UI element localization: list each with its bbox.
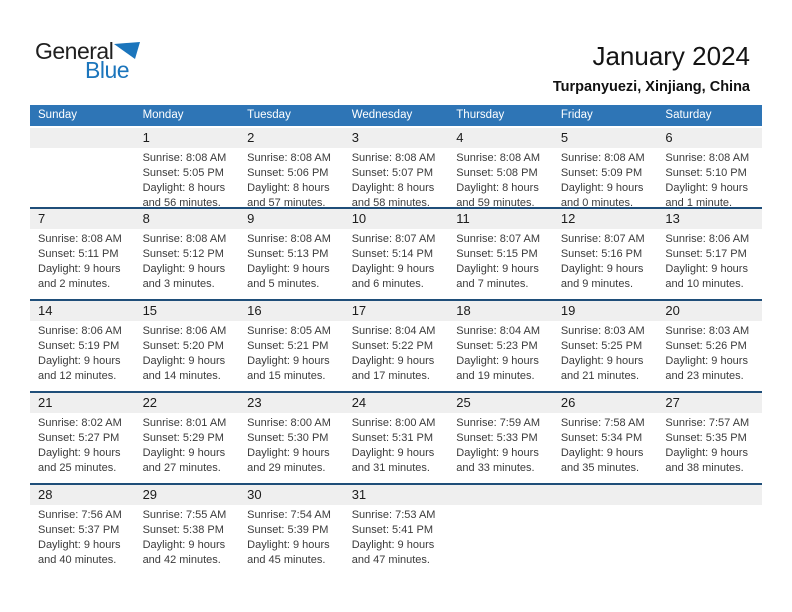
day-detail-line: and 3 minutes. [142,278,215,290]
day-detail-line: and 35 minutes. [560,462,640,474]
day-detail-line: Sunrise: 7:55 AM [142,509,227,521]
day-number: 9 [239,209,344,229]
day-cell-details [30,321,135,391]
weekday-header-friday: Friday [560,109,593,121]
day-detail-line: Sunrise: 8:06 AM [665,233,750,245]
day-detail-line: Sunrise: 8:04 AM [351,325,436,337]
day-number: 26 [553,393,658,413]
calendar-week-row [30,391,762,483]
day-detail-line: Daylight: 9 hours [247,355,330,367]
day-detail-line: Sunrise: 8:07 AM [456,233,541,245]
day-cell-details [135,148,240,211]
day-number: 27 [657,393,762,413]
day-detail-line: Daylight: 9 hours [247,539,330,551]
day-details-row [30,148,762,207]
day-number: 14 [30,301,135,321]
day-detail-line: and 5 minutes. [247,278,320,290]
day-detail-line: and 38 minutes. [665,462,744,474]
day-detail-line: and 29 minutes. [247,462,326,474]
day-detail-line: Sunset: 5:37 PM [38,524,120,536]
day-detail-line: and 1 minute. [665,197,733,209]
day-detail-line: Sunrise: 8:00 AM [351,417,436,429]
day-detail-line: Sunset: 5:22 PM [351,340,434,352]
day-detail-line: Sunset: 5:15 PM [456,248,538,260]
day-detail-line: Sunrise: 8:07 AM [351,233,436,245]
day-cell-details [657,148,762,211]
day-cell-details [239,148,344,211]
day-detail-line: Sunrise: 8:08 AM [247,233,331,245]
day-cell-empty [553,505,658,575]
day-cell-details [344,321,449,391]
day-detail-line: Sunrise: 8:06 AM [38,325,122,337]
day-detail-line: Daylight: 9 hours [560,182,644,194]
day-number: 18 [448,301,553,321]
page-title: January 2024 [592,41,750,71]
day-cell-details [344,229,449,299]
day-number [657,485,762,505]
day-detail-line: Sunrise: 7:54 AM [247,509,331,521]
day-number-band [30,485,762,505]
day-detail-line: and 19 minutes. [456,370,535,382]
weekday-header-saturday: Saturday [665,109,712,121]
day-detail-line: Sunset: 5:12 PM [142,248,224,260]
weekday-header-sunday: Sunday [38,109,78,121]
day-detail-line: and 7 minutes. [456,278,529,290]
day-cell-details [344,505,449,575]
day-detail-line: Sunset: 5:33 PM [456,432,538,444]
day-number-band [30,393,762,413]
logo-text-general: General [35,38,114,64]
day-detail-line: Sunset: 5:30 PM [247,432,329,444]
day-detail-line: Daylight: 9 hours [38,539,121,551]
day-detail-line: and 2 minutes. [38,278,111,290]
calendar [30,105,762,575]
day-detail-line: Sunset: 5:06 PM [247,167,329,179]
day-detail-line: Sunrise: 7:53 AM [351,509,436,521]
day-detail-line: Daylight: 9 hours [456,447,539,459]
day-detail-line: Sunset: 5:14 PM [351,248,434,260]
day-cell-details [448,413,553,483]
day-detail-line: Sunset: 5:23 PM [456,340,538,352]
day-number: 15 [135,301,240,321]
day-cell-details [135,413,240,483]
day-detail-line: Daylight: 9 hours [247,263,330,275]
day-cell-details [239,321,344,391]
day-detail-line: Daylight: 9 hours [351,355,435,367]
day-number: 23 [239,393,344,413]
day-number: 10 [344,209,449,229]
day-detail-line: Sunset: 5:13 PM [247,248,329,260]
calendar-week-row [30,207,762,299]
day-cell-empty [448,505,553,575]
day-detail-line: Sunset: 5:16 PM [560,248,643,260]
day-cell-details [30,229,135,299]
day-detail-line: Sunset: 5:05 PM [142,167,224,179]
day-cell-details [448,321,553,391]
day-detail-line: Daylight: 9 hours [38,447,121,459]
day-cell-details [239,229,344,299]
day-detail-line: Sunrise: 8:08 AM [38,233,122,245]
day-number: 3 [344,128,449,148]
day-detail-line: Sunrise: 8:07 AM [560,233,645,245]
general-blue-logo [35,40,145,81]
day-detail-line: Sunset: 5:39 PM [247,524,329,536]
day-details-row [30,321,762,391]
day-detail-line: Sunset: 5:10 PM [665,167,747,179]
day-number: 13 [657,209,762,229]
day-detail-line: Sunrise: 8:03 AM [665,325,750,337]
day-detail-line: Daylight: 9 hours [665,355,748,367]
day-detail-line: Daylight: 8 hours [247,182,330,194]
day-detail-line: Daylight: 9 hours [38,355,121,367]
day-cell-details [135,229,240,299]
day-number [30,128,135,148]
day-cell-details [135,321,240,391]
day-cell-details [553,413,658,483]
day-detail-line: and 56 minutes. [142,197,221,209]
day-detail-line: Daylight: 9 hours [142,539,226,551]
day-detail-line: and 21 minutes. [560,370,640,382]
day-detail-line: Sunset: 5:35 PM [665,432,747,444]
day-detail-line: Sunrise: 8:04 AM [456,325,541,337]
day-number: 5 [553,128,658,148]
day-detail-line: Sunset: 5:08 PM [456,167,538,179]
day-detail-line: Daylight: 9 hours [665,182,748,194]
day-detail-line: Sunset: 5:17 PM [665,248,747,260]
day-number: 28 [30,485,135,505]
day-detail-line: Sunset: 5:09 PM [560,167,643,179]
day-cell-details [553,229,658,299]
day-detail-line: Daylight: 9 hours [665,447,748,459]
day-cell-empty [657,505,762,575]
day-detail-line: Sunset: 5:31 PM [351,432,434,444]
day-detail-line: Sunset: 5:21 PM [247,340,329,352]
day-detail-line: Daylight: 9 hours [351,539,435,551]
day-number: 6 [657,128,762,148]
day-cell-details [448,148,553,211]
day-detail-line: and 14 minutes. [142,370,221,382]
day-details-row [30,229,762,299]
day-cell-details [657,413,762,483]
day-details-row [30,505,762,575]
day-detail-line: Sunset: 5:41 PM [351,524,434,536]
day-detail-line: and 59 minutes. [456,197,535,209]
day-number: 4 [448,128,553,148]
day-detail-line: Sunrise: 7:57 AM [665,417,750,429]
day-detail-line: and 57 minutes. [247,197,326,209]
day-number [553,485,658,505]
day-detail-line: Sunrise: 8:08 AM [665,152,750,164]
day-detail-line: Daylight: 9 hours [560,447,644,459]
day-detail-line: Sunrise: 8:08 AM [560,152,645,164]
day-number: 8 [135,209,240,229]
day-number-band [30,301,762,321]
day-number: 1 [135,128,240,148]
day-detail-line: Sunrise: 8:08 AM [247,152,331,164]
day-detail-line: Daylight: 8 hours [142,182,226,194]
day-detail-line: Sunrise: 8:08 AM [351,152,436,164]
day-detail-line: Sunrise: 8:08 AM [456,152,541,164]
day-detail-line: Sunset: 5:38 PM [142,524,224,536]
day-detail-line: and 42 minutes. [142,554,221,566]
day-cell-details [239,413,344,483]
day-detail-line: Daylight: 9 hours [247,447,330,459]
day-detail-line: Sunrise: 8:02 AM [38,417,122,429]
day-detail-line: Sunset: 5:20 PM [142,340,224,352]
day-detail-line: Sunrise: 8:06 AM [142,325,227,337]
weekday-header-thursday: Thursday [456,109,505,121]
day-detail-line: and 58 minutes. [351,197,430,209]
day-detail-line: Daylight: 9 hours [456,263,539,275]
day-detail-line: and 23 minutes. [665,370,744,382]
day-number: 12 [553,209,658,229]
day-detail-line: Daylight: 8 hours [456,182,539,194]
day-cell-details [135,505,240,575]
day-detail-line: Daylight: 9 hours [142,447,226,459]
day-detail-line: Sunset: 5:07 PM [351,167,434,179]
calendar-weeks [30,128,762,575]
day-number: 16 [239,301,344,321]
day-detail-line: Daylight: 9 hours [351,447,435,459]
day-number: 17 [344,301,449,321]
weekday-header-monday: Monday [142,109,184,121]
day-detail-line: and 6 minutes. [351,278,424,290]
day-detail-line: Sunrise: 7:59 AM [456,417,541,429]
day-cell-details [344,148,449,211]
day-number: 2 [239,128,344,148]
day-detail-line: Sunset: 5:34 PM [560,432,643,444]
day-detail-line: Daylight: 9 hours [560,263,644,275]
day-detail-line: Daylight: 9 hours [456,355,539,367]
day-cell-details [30,413,135,483]
day-detail-line: and 27 minutes. [142,462,221,474]
weekday-header-row [30,105,762,126]
day-detail-line: Sunrise: 8:05 AM [247,325,331,337]
day-details-row [30,413,762,483]
day-detail-line: Daylight: 9 hours [142,263,226,275]
day-cell-details [657,229,762,299]
day-cell-details [657,321,762,391]
day-detail-line: and 40 minutes. [38,554,117,566]
day-detail-line: Sunrise: 8:03 AM [560,325,645,337]
day-detail-line: and 9 minutes. [560,278,633,290]
day-detail-line: Sunrise: 7:56 AM [38,509,122,521]
day-number: 19 [553,301,658,321]
day-number: 24 [344,393,449,413]
day-number: 22 [135,393,240,413]
day-detail-line: Daylight: 9 hours [560,355,644,367]
day-detail-line: Sunrise: 7:58 AM [560,417,645,429]
day-detail-line: Daylight: 9 hours [665,263,748,275]
day-detail-line: and 10 minutes. [665,278,744,290]
day-detail-line: Sunset: 5:27 PM [38,432,120,444]
day-number: 7 [30,209,135,229]
day-number: 21 [30,393,135,413]
day-detail-line: Sunrise: 8:08 AM [142,233,227,245]
day-detail-line: and 12 minutes. [38,370,117,382]
day-detail-line: Sunset: 5:19 PM [38,340,120,352]
day-detail-line: Daylight: 9 hours [351,263,435,275]
day-detail-line: Daylight: 9 hours [142,355,226,367]
day-detail-line: and 31 minutes. [351,462,430,474]
day-detail-line: and 0 minutes. [560,197,633,209]
title-block [553,42,750,95]
day-detail-line: Sunset: 5:26 PM [665,340,747,352]
calendar-week-row [30,128,762,207]
day-detail-line: Sunrise: 8:00 AM [247,417,331,429]
day-number: 11 [448,209,553,229]
day-number: 25 [448,393,553,413]
day-detail-line: Daylight: 9 hours [38,263,121,275]
day-cell-empty [30,148,135,211]
day-number-band [30,209,762,229]
logo-text-blue: Blue [85,57,130,83]
day-detail-line: and 17 minutes. [351,370,430,382]
day-detail-line: and 45 minutes. [247,554,326,566]
day-detail-line: Daylight: 8 hours [351,182,435,194]
weekday-header-wednesday: Wednesday [351,109,413,121]
day-detail-line: Sunrise: 8:01 AM [142,417,227,429]
day-detail-line: Sunset: 5:11 PM [38,248,119,260]
day-number: 30 [239,485,344,505]
day-detail-line: and 47 minutes. [351,554,430,566]
calendar-week-row [30,299,762,391]
day-number: 31 [344,485,449,505]
day-cell-details [30,505,135,575]
day-detail-line: and 15 minutes. [247,370,326,382]
day-number-band [30,128,762,148]
day-detail-line: and 25 minutes. [38,462,117,474]
day-detail-line: Sunrise: 8:08 AM [142,152,227,164]
day-number: 20 [657,301,762,321]
day-cell-details [448,229,553,299]
calendar-week-row [30,483,762,575]
day-detail-line: and 33 minutes. [456,462,535,474]
day-cell-details [344,413,449,483]
day-cell-details [239,505,344,575]
day-number: 29 [135,485,240,505]
day-cell-details [553,321,658,391]
weekday-header-tuesday: Tuesday [247,109,291,121]
day-detail-line: Sunset: 5:25 PM [560,340,643,352]
location-subtitle: Turpanyuezi, Xinjiang, China [552,79,750,95]
day-number [448,485,553,505]
day-detail-line: Sunset: 5:29 PM [142,432,224,444]
day-cell-details [553,148,658,211]
